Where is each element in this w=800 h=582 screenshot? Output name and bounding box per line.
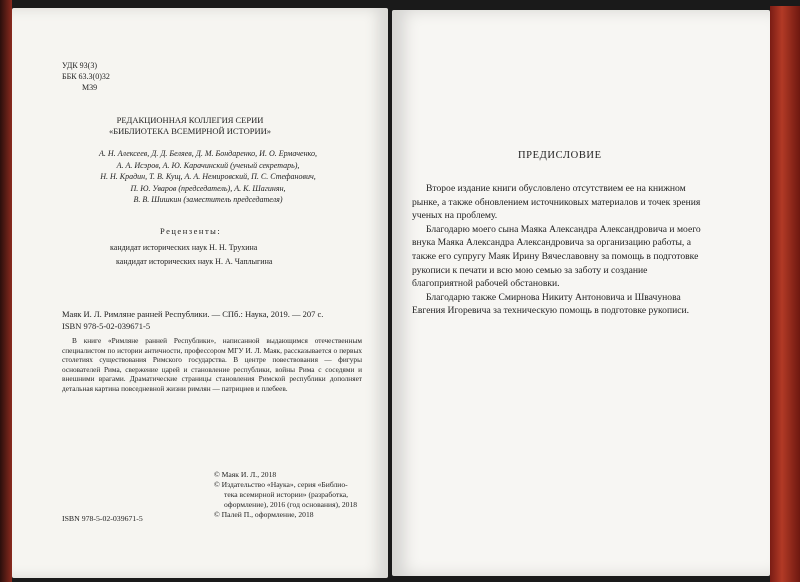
book-cover-right-edge [770, 6, 800, 582]
preface-paragraph-3: Благодарю также Смирнова Никиту Антоновича и Швачунова Евгения Игоревича за техническую помощь в подготовке рукописи. [412, 291, 690, 317]
book-cover-left-edge [0, 0, 12, 582]
copyright-line: тека всемирной истории» (разработка, [224, 490, 349, 499]
preface-paragraph-2: Благодарю моего сына Маяка Александра Александровича и моего внука Маяка Александра Александровича за организацию работы, а также его супругу Маяк Ирину Вячеславовну за помощь в подготовке рукописи к печати и всю мою семью за заботу и создание благоприятной рабочей обстановки. [412, 223, 701, 290]
copyright-line: © Палей П., оформление, 2018 [214, 510, 314, 519]
board-title-line-1: РЕДАКЦИОННАЯ КОЛЛЕГИЯ СЕРИИ [116, 115, 264, 125]
editorial-board-title [90, 115, 290, 137]
board-member-line: Н. Н. Крадин, Т. В. Кущ, А. А. Немировский, П. С. Стефанович, [100, 172, 316, 181]
board-title-line-2: «БИБЛИОТЕКА ВСЕМИРНОЙ ИСТОРИИ» [108, 126, 272, 136]
classification-block [62, 60, 110, 93]
author-mark: М39 [82, 83, 98, 92]
isbn-top: ISBN 978-5-02-039671-5 [62, 321, 151, 331]
board-member-line: А. А. Исэров, А. Ю. Карачинский (ученый секретарь), [116, 160, 300, 170]
bibliographic-record: Маяк И. Л. Римляне ранней Республики. — СПб.: Наука, 2019. — 207 с. [62, 309, 324, 319]
isbn-bottom: ISBN 978-5-02-039671-5 [62, 514, 143, 523]
copyright-block [214, 470, 374, 520]
reviewer-1: кандидат исторических наук Н. Н. Трухина [110, 243, 258, 252]
copyright-line: © Издательство «Наука», серия «Библио- [214, 480, 348, 489]
preface-text [412, 182, 708, 318]
board-member-line: В. В. Шишкин (заместитель председателя) [133, 195, 283, 204]
reviewers-heading: Рецензенты: [160, 226, 222, 236]
copyright-line: оформление), 2016 (год основания), 2018 [224, 500, 358, 509]
preface-paragraph-1: Второе издание книги обусловлено отсутствием ее на книжном рынке, а также обновлением источниковых материалов и точек зрения ученых на проблему. [412, 183, 701, 222]
board-member-line: А. Н. Алексеев, Д. Д. Беляев, Д. М. Бондаренко, И. О. Ермаченко, [99, 149, 317, 158]
preface-title: ПРЕДИСЛОВИЕ [518, 150, 602, 161]
copyright-line: © Маяк И. Л., 2018 [214, 470, 277, 479]
board-member-line: П. Ю. Уваров (председатель), А. К. Шагинян, [130, 183, 286, 193]
annotation-text: В книге «Римляне ранней Республики», написанной выдающимся отечественным специалистом по истории античности, профессором МГУ И. Л. Маяк, рассказывается о первых столетиях существования Римского государства. В центре повествования — фигуры основателей Рима, свержение царей и становление республики, войны Рима с соседями и внешними врагами. Драматические страницы становления Римской республики дополняет детальная картина повседневной жизни римлян — патрициев и плебеев. [62, 336, 362, 393]
reviewer-2: кандидат исторических наук Н. А. Чаплыгина [116, 257, 273, 266]
udk-code: УДК 93(3) [62, 61, 97, 70]
editorial-board-members [58, 148, 358, 206]
bbk-code: ББК 63.3(0)32 [62, 72, 110, 81]
